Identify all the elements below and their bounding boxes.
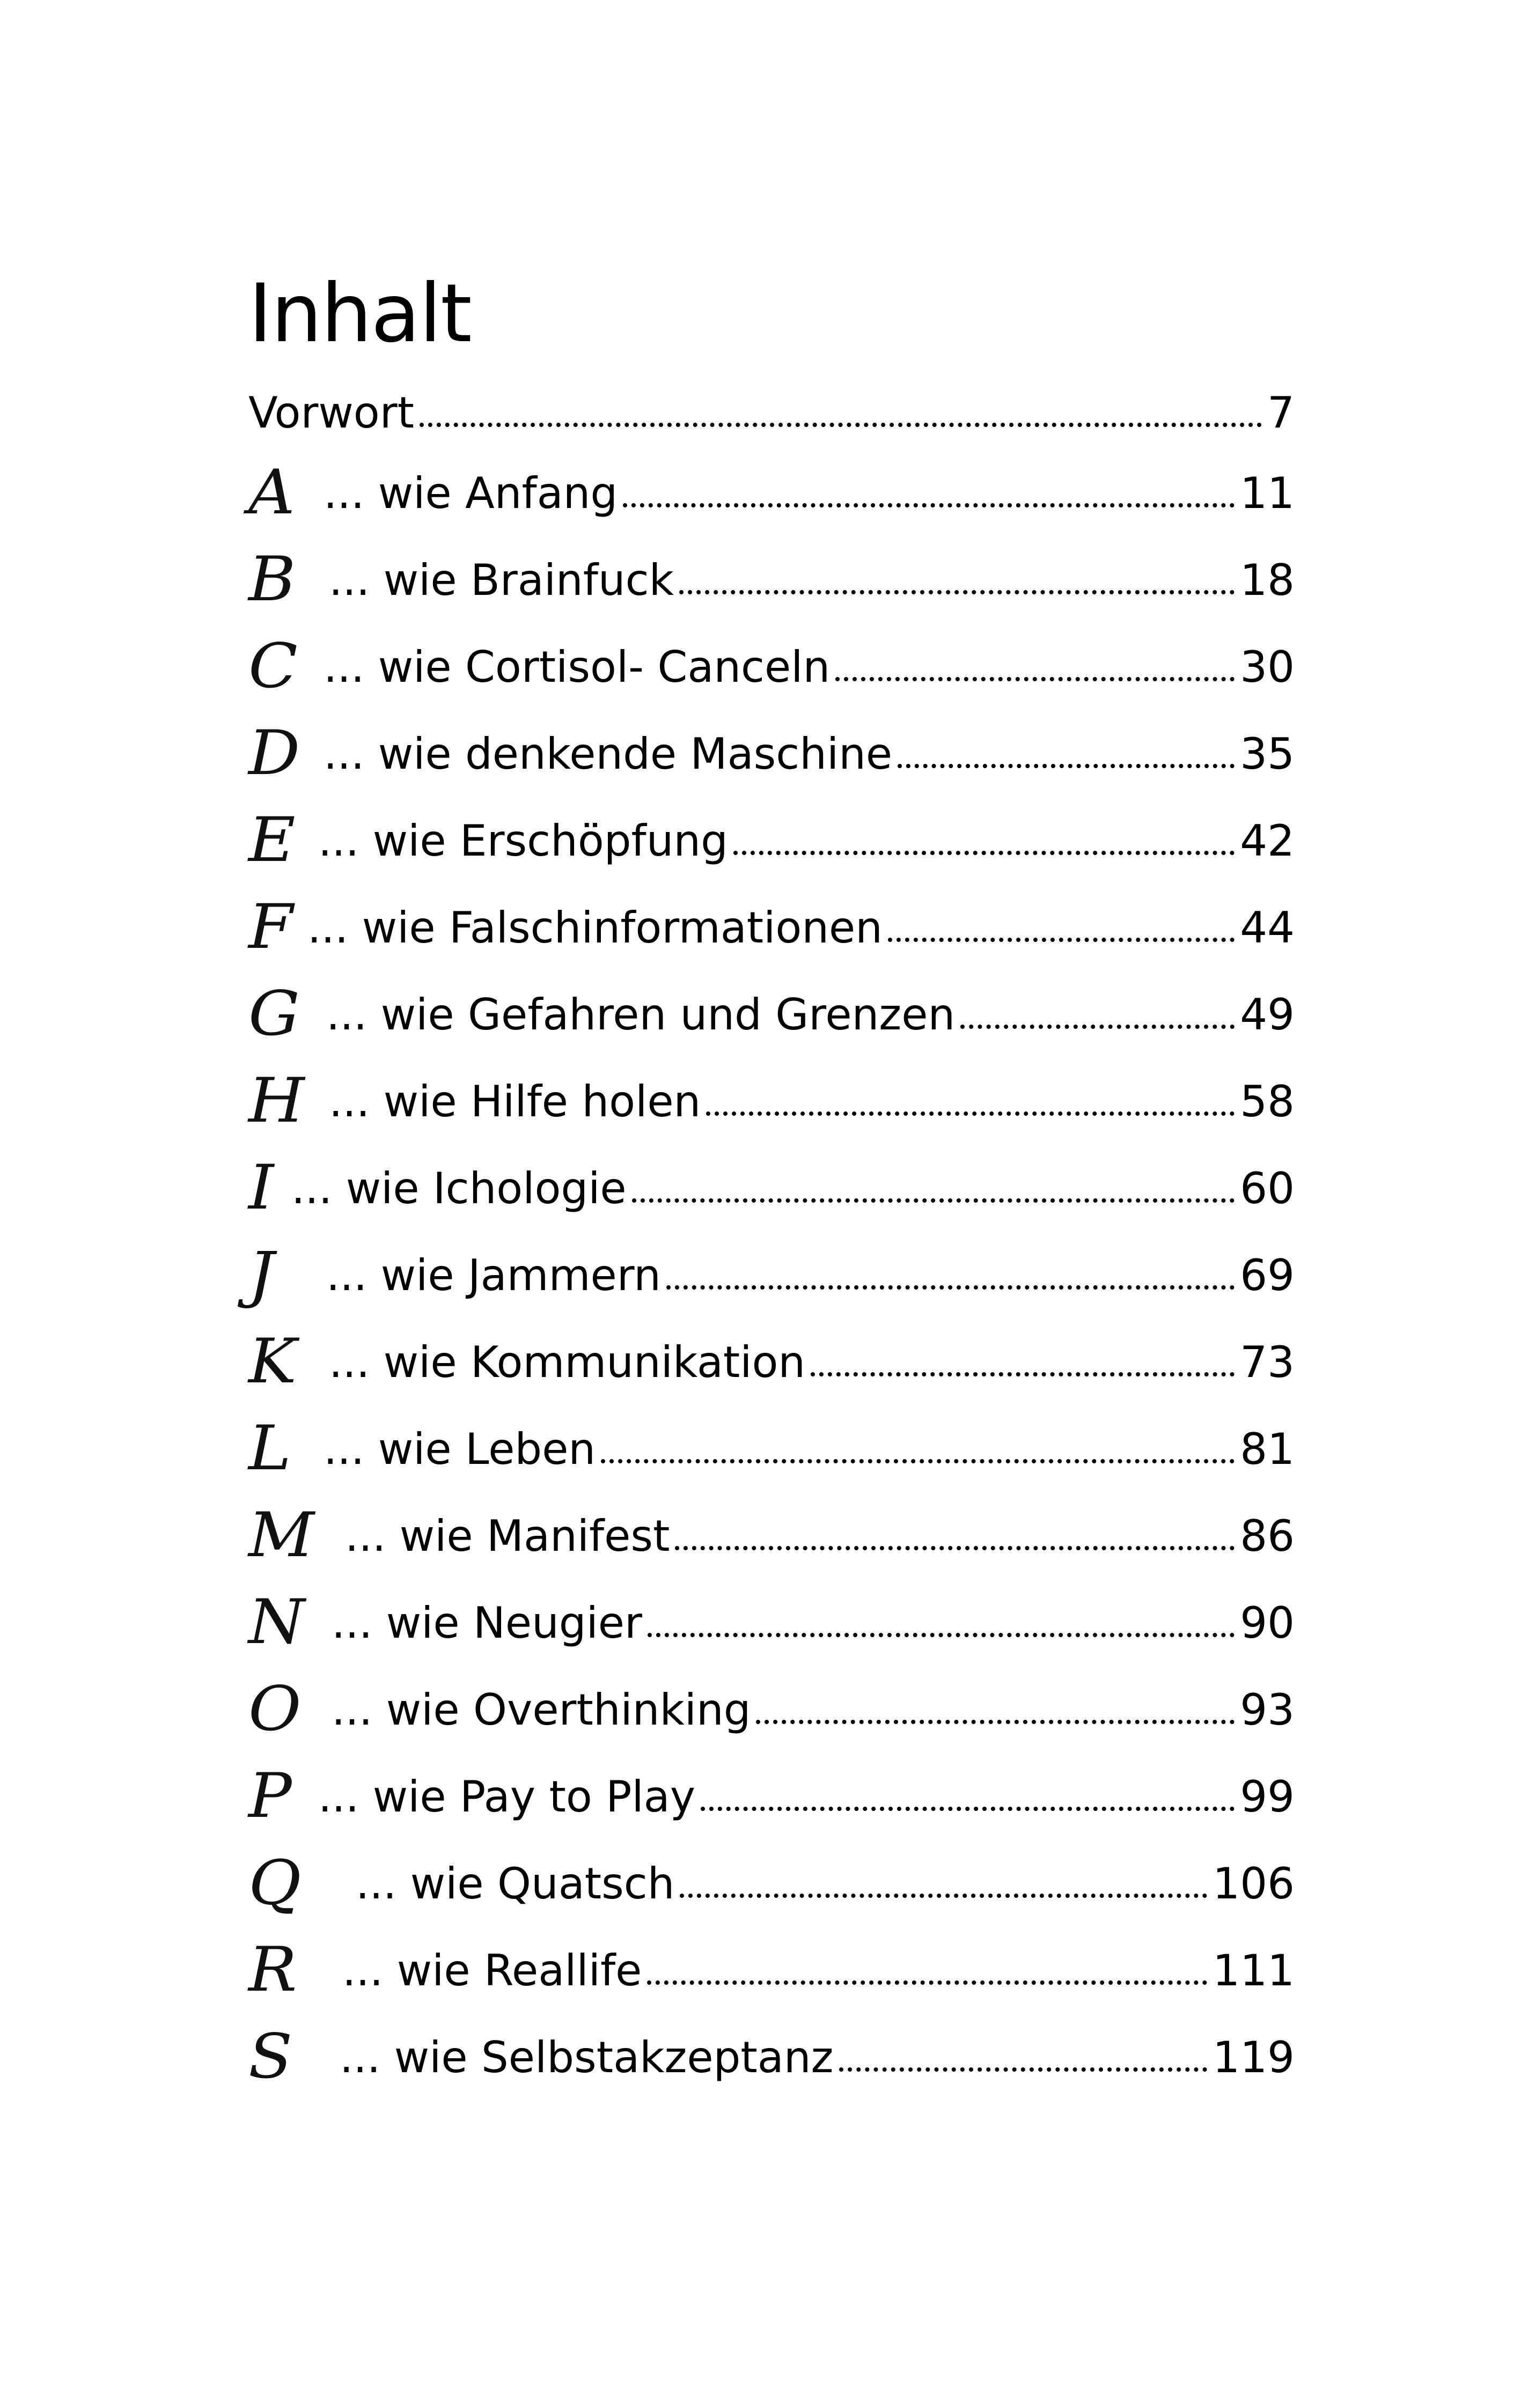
- toc-entry-label: ... wie Jammern: [326, 1250, 661, 1300]
- dot-leader: [888, 938, 1235, 942]
- chapter-letter: J: [248, 1239, 275, 1310]
- toc-entry-q: [248, 1840, 1295, 1927]
- toc-page-number: 99: [1240, 1771, 1295, 1822]
- toc-entry-label: ... wie Kommunikation: [329, 1337, 806, 1387]
- toc-entry-label: ... wie Brainfuck: [329, 555, 674, 605]
- toc-page-number: 7: [1267, 387, 1295, 438]
- chapter-letter: H: [248, 1065, 305, 1137]
- toc-page-number: 73: [1240, 1337, 1295, 1387]
- toc-entry-label: ... wie Manifest: [345, 1511, 670, 1561]
- dot-leader: [648, 1633, 1235, 1637]
- toc-entry-label: ... wie Gefahren und Grenzen: [326, 989, 956, 1040]
- dot-leader: [666, 1285, 1235, 1290]
- toc-page-number: 81: [1240, 1424, 1295, 1474]
- toc-entry-r: [248, 1927, 1295, 2014]
- toc-page-number: 111: [1213, 1945, 1295, 1995]
- toc-page-number: 106: [1213, 1858, 1295, 1909]
- toc-page-number: 35: [1240, 728, 1295, 779]
- toc-entry-label: ... wie denkende Maschine: [324, 728, 893, 779]
- dot-leader: [756, 1720, 1235, 1724]
- toc-entry-label: ... wie Erschöpfung: [318, 815, 728, 866]
- chapter-letter: A: [248, 457, 295, 528]
- dot-leader: [733, 851, 1235, 855]
- chapter-letter: G: [248, 978, 300, 1050]
- dot-leader: [701, 1807, 1235, 1811]
- toc-entry-m: [248, 1492, 1295, 1579]
- dot-leader: [680, 1894, 1207, 1898]
- toc-page-number: 86: [1240, 1511, 1295, 1561]
- dot-leader: [679, 590, 1235, 594]
- chapter-letter: D: [248, 718, 300, 789]
- toc-entry-o: [248, 1666, 1295, 1753]
- toc-entry-f: [248, 884, 1295, 971]
- toc-entry-e: [248, 797, 1295, 884]
- toc-entry-preface: [248, 375, 1295, 450]
- chapter-letter: M: [248, 1500, 314, 1571]
- chapter-letter: I: [248, 1152, 274, 1224]
- toc-entry-g: [248, 971, 1295, 1058]
- chapter-letter: R: [248, 1934, 297, 2006]
- toc-entry-l: [248, 1405, 1295, 1492]
- toc-entry-b: [248, 536, 1295, 623]
- dot-leader: [839, 2067, 1208, 2072]
- dot-leader: [960, 1025, 1235, 1029]
- toc-page-number: 18: [1240, 555, 1295, 605]
- toc-entry-label: ... wie Ichologie: [291, 1163, 627, 1213]
- toc-entry-label: ... wie Anfang: [324, 468, 618, 518]
- chapter-letter: N: [248, 1587, 305, 1658]
- chapter-letter: Q: [248, 1847, 302, 1919]
- toc-entry-h: [248, 1058, 1295, 1145]
- dot-leader: [811, 1372, 1235, 1376]
- toc-entry-k: [248, 1319, 1295, 1405]
- dot-leader: [601, 1459, 1235, 1463]
- chapter-letter: C: [248, 631, 298, 702]
- toc-entry-label: ... wie Pay to Play: [318, 1771, 696, 1822]
- chapter-letter: L: [248, 1413, 291, 1484]
- toc-entry-label: ... wie Leben: [324, 1424, 596, 1474]
- toc-entry-label: ... wie Cortisol- Canceln: [324, 642, 831, 692]
- page-title: Inhalt: [248, 267, 471, 360]
- chapter-letter: F: [248, 892, 293, 963]
- toc-entry-d: [248, 710, 1295, 797]
- dot-leader: [706, 1111, 1235, 1116]
- toc-entry-label: ... wie Falschinformationen: [307, 902, 883, 953]
- toc-page-number: 90: [1240, 1597, 1295, 1648]
- dot-leader: [623, 503, 1235, 507]
- toc-entry-label: ... wie Neugier: [332, 1597, 642, 1648]
- toc-entry-p: [248, 1753, 1295, 1840]
- toc-entry-i: [248, 1145, 1295, 1232]
- toc-entry-label: ... wie Overthinking: [332, 1684, 751, 1735]
- dot-leader: [632, 1198, 1235, 1203]
- toc-entry-label: Vorwort: [248, 387, 414, 438]
- toc-entry-label: ... wie Reallife: [342, 1945, 642, 1995]
- chapter-letter: S: [248, 2021, 293, 2093]
- toc-page-number: 44: [1240, 902, 1295, 953]
- toc-entry-a: [248, 450, 1295, 536]
- toc-entry-c: [248, 623, 1295, 710]
- toc-entry-label: ... wie Quatsch: [356, 1858, 675, 1909]
- toc-page-number: 49: [1240, 989, 1295, 1040]
- toc-page-number: 58: [1240, 1076, 1295, 1126]
- toc-page-number: 119: [1213, 2032, 1295, 2082]
- toc-entry-label: ... wie Hilfe holen: [329, 1076, 701, 1126]
- chapter-letter: K: [248, 1326, 297, 1397]
- chapter-letter: P: [248, 1761, 292, 1832]
- dot-leader: [675, 1546, 1235, 1550]
- chapter-letter: B: [248, 544, 296, 615]
- toc-entry-s: [248, 2014, 1295, 2101]
- chapter-letter: O: [248, 1674, 302, 1745]
- dot-leader: [647, 1980, 1207, 1985]
- dot-leader: [420, 423, 1262, 427]
- toc-page-number: 69: [1240, 1250, 1295, 1300]
- toc-page-number: 93: [1240, 1684, 1295, 1735]
- toc-entry-n: [248, 1579, 1295, 1666]
- toc-page-number: 42: [1240, 815, 1295, 866]
- toc-page-number: 30: [1240, 642, 1295, 692]
- toc-page-number: 60: [1240, 1163, 1295, 1213]
- table-of-contents: [248, 375, 1295, 2101]
- dot-leader: [898, 764, 1235, 768]
- toc-page-number: 11: [1240, 468, 1295, 518]
- chapter-letter: E: [248, 805, 296, 876]
- dot-leader: [835, 677, 1235, 681]
- toc-entry-label: ... wie Selbstakzeptanz: [340, 2032, 834, 2082]
- toc-entry-j: [248, 1232, 1295, 1319]
